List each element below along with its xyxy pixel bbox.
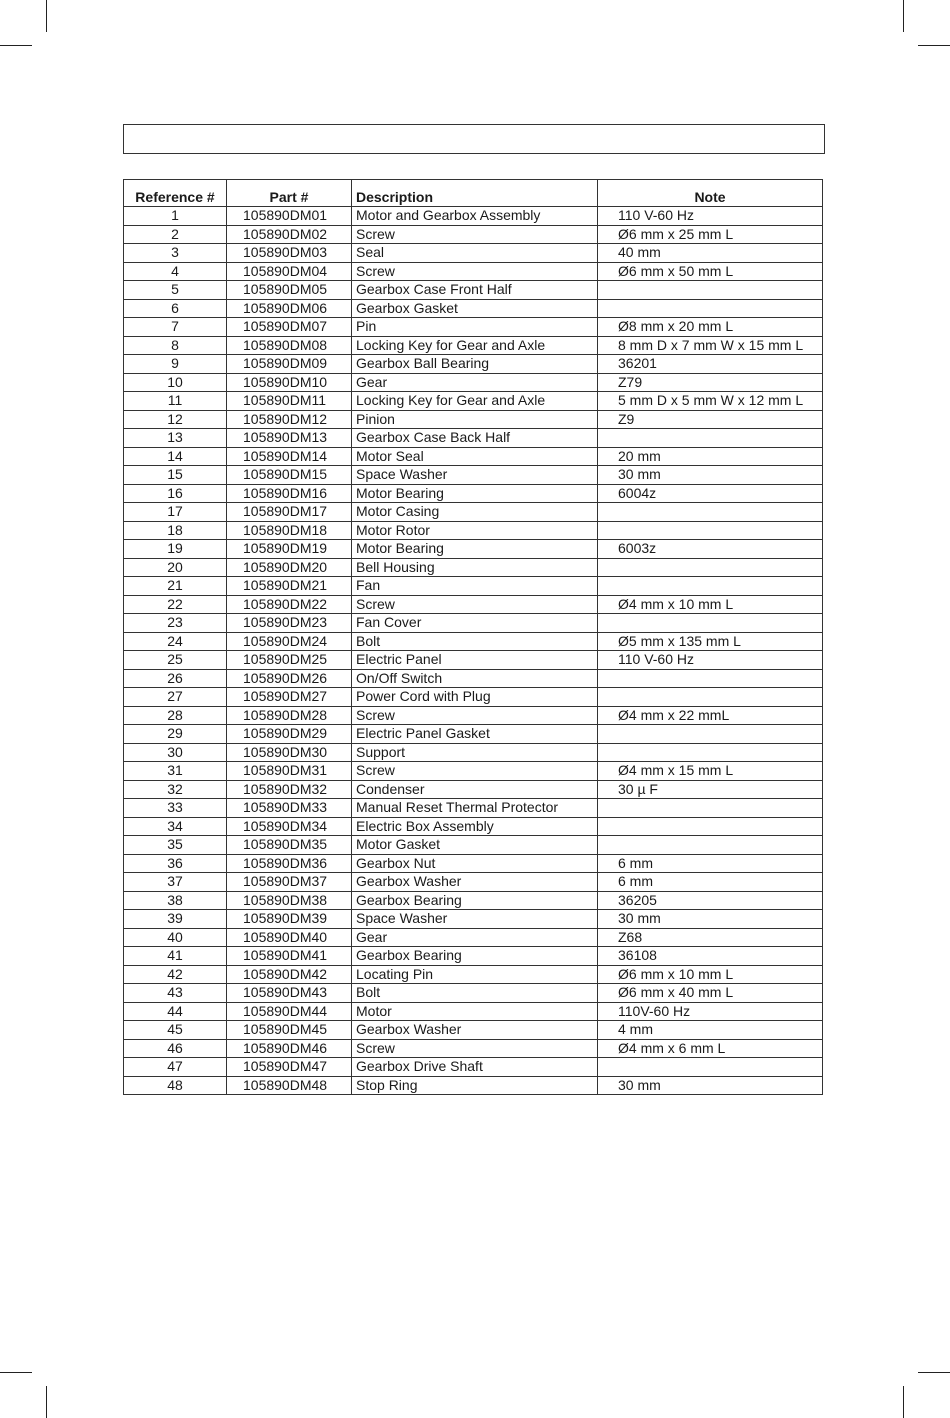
table-row [124, 410, 823, 429]
description-cell: Bolt [352, 984, 598, 1003]
part-number-cell: 105890DM17 [227, 503, 352, 522]
description-cell: Motor Casing [352, 503, 598, 522]
part-number-cell: 105890DM09 [227, 355, 352, 374]
description-cell: Motor and Gearbox Assembly [352, 207, 598, 226]
part-number-cell: 105890DM02 [227, 225, 352, 244]
note-cell: 110V-60 Hz [598, 1002, 823, 1021]
description-cell: Condenser [352, 780, 598, 799]
note-cell: Ø4 mm x 15 mm L [598, 762, 823, 781]
description-cell: Screw [352, 762, 598, 781]
part-number-cell: 105890DM08 [227, 336, 352, 355]
note-cell: 110 V-60 Hz [598, 207, 823, 226]
reference-cell: 14 [124, 447, 227, 466]
description-cell: Manual Reset Thermal Protector [352, 799, 598, 818]
table-row [124, 595, 823, 614]
reference-cell: 27 [124, 688, 227, 707]
description-cell: Motor [352, 1002, 598, 1021]
note-cell: 6 mm [598, 854, 823, 873]
table-row [124, 873, 823, 892]
part-number-cell: 105890DM48 [227, 1076, 352, 1095]
note-cell [598, 669, 823, 688]
crop-mark [0, 1372, 32, 1373]
description-cell: Bolt [352, 632, 598, 651]
description-cell: Seal [352, 244, 598, 263]
note-cell [598, 817, 823, 836]
part-number-cell: 105890DM35 [227, 836, 352, 855]
part-number-cell: 105890DM19 [227, 540, 352, 559]
note-cell: 110 V-60 Hz [598, 651, 823, 670]
description-cell: Motor Gasket [352, 836, 598, 855]
table-row [124, 928, 823, 947]
table-row [124, 706, 823, 725]
reference-cell: 26 [124, 669, 227, 688]
reference-cell: 31 [124, 762, 227, 781]
crop-mark [903, 1386, 904, 1418]
description-cell: Power Cord with Plug [352, 688, 598, 707]
note-cell: 30 mm [598, 1076, 823, 1095]
note-cell: 36201 [598, 355, 823, 374]
note-cell [598, 577, 823, 596]
reference-cell: 34 [124, 817, 227, 836]
table-row [124, 336, 823, 355]
note-cell [598, 429, 823, 448]
note-cell: Ø4 mm x 10 mm L [598, 595, 823, 614]
description-cell: Fan Cover [352, 614, 598, 633]
description-cell: Screw [352, 1039, 598, 1058]
table-row [124, 910, 823, 929]
description-cell: Gearbox Washer [352, 873, 598, 892]
description-cell: Gearbox Ball Bearing [352, 355, 598, 374]
reference-cell: 30 [124, 743, 227, 762]
note-cell: Ø6 mm x 50 mm L [598, 262, 823, 281]
part-number-cell: 105890DM18 [227, 521, 352, 540]
note-cell: Z79 [598, 373, 823, 392]
crop-mark [46, 1386, 47, 1418]
description-cell: Motor Rotor [352, 521, 598, 540]
description-cell: Gearbox Case Front Half [352, 281, 598, 300]
table-row [124, 743, 823, 762]
reference-cell: 39 [124, 910, 227, 929]
description-cell: Screw [352, 225, 598, 244]
table-row [124, 577, 823, 596]
reference-cell: 3 [124, 244, 227, 263]
header-description: Description [352, 180, 598, 207]
table-row [124, 447, 823, 466]
part-number-cell: 105890DM24 [227, 632, 352, 651]
table-row [124, 1058, 823, 1077]
description-cell: Space Washer [352, 466, 598, 485]
note-cell [598, 725, 823, 744]
reference-cell: 35 [124, 836, 227, 855]
header-part: Part # [227, 180, 352, 207]
part-number-cell: 105890DM11 [227, 392, 352, 411]
reference-cell: 17 [124, 503, 227, 522]
table-row [124, 521, 823, 540]
description-cell: Motor Seal [352, 447, 598, 466]
description-cell: Fan [352, 577, 598, 596]
note-cell: Ø6 mm x 40 mm L [598, 984, 823, 1003]
part-number-cell: 105890DM37 [227, 873, 352, 892]
table-row [124, 466, 823, 485]
reference-cell: 32 [124, 780, 227, 799]
part-number-cell: 105890DM26 [227, 669, 352, 688]
note-cell: 6 mm [598, 873, 823, 892]
table-row [124, 891, 823, 910]
note-cell: Ø4 mm x 6 mm L [598, 1039, 823, 1058]
reference-cell: 21 [124, 577, 227, 596]
table-row [124, 225, 823, 244]
reference-cell: 23 [124, 614, 227, 633]
part-number-cell: 105890DM46 [227, 1039, 352, 1058]
table-row [124, 854, 823, 873]
reference-cell: 36 [124, 854, 227, 873]
note-cell: 6004z [598, 484, 823, 503]
note-cell [598, 614, 823, 633]
note-cell: 8 mm D x 7 mm W x 15 mm L [598, 336, 823, 355]
part-number-cell: 105890DM32 [227, 780, 352, 799]
note-cell: 30 mm [598, 466, 823, 485]
part-number-cell: 105890DM38 [227, 891, 352, 910]
part-number-cell: 105890DM30 [227, 743, 352, 762]
table-row [124, 947, 823, 966]
description-cell: Gear [352, 928, 598, 947]
reference-cell: 10 [124, 373, 227, 392]
part-number-cell: 105890DM31 [227, 762, 352, 781]
part-number-cell: 105890DM39 [227, 910, 352, 929]
header-reference: Reference # [124, 180, 227, 207]
part-number-cell: 105890DM29 [227, 725, 352, 744]
reference-cell: 6 [124, 299, 227, 318]
part-number-cell: 105890DM10 [227, 373, 352, 392]
part-number-cell: 105890DM41 [227, 947, 352, 966]
description-cell: Motor Bearing [352, 484, 598, 503]
reference-cell: 8 [124, 336, 227, 355]
part-number-cell: 105890DM07 [227, 318, 352, 337]
reference-cell: 28 [124, 706, 227, 725]
description-cell: Gearbox Drive Shaft [352, 1058, 598, 1077]
part-number-cell: 105890DM42 [227, 965, 352, 984]
description-cell: Pin [352, 318, 598, 337]
part-number-cell: 105890DM04 [227, 262, 352, 281]
table-body [124, 207, 823, 1095]
description-cell: On/Off Switch [352, 669, 598, 688]
table-row [124, 1002, 823, 1021]
reference-cell: 7 [124, 318, 227, 337]
part-number-cell: 105890DM44 [227, 1002, 352, 1021]
description-cell: Screw [352, 706, 598, 725]
table-row [124, 503, 823, 522]
note-cell: Ø6 mm x 25 mm L [598, 225, 823, 244]
note-cell [598, 558, 823, 577]
table-row [124, 244, 823, 263]
note-cell: 6003z [598, 540, 823, 559]
table-row [124, 984, 823, 1003]
reference-cell: 20 [124, 558, 227, 577]
table-row [124, 780, 823, 799]
description-cell: Gear [352, 373, 598, 392]
part-number-cell: 105890DM15 [227, 466, 352, 485]
note-cell [598, 799, 823, 818]
part-number-cell: 105890DM13 [227, 429, 352, 448]
reference-cell: 46 [124, 1039, 227, 1058]
description-cell: Bell Housing [352, 558, 598, 577]
table-row [124, 1021, 823, 1040]
note-cell: 36108 [598, 947, 823, 966]
reference-cell: 12 [124, 410, 227, 429]
table-header-row [124, 180, 823, 207]
reference-cell: 11 [124, 392, 227, 411]
table-row [124, 817, 823, 836]
part-number-cell: 105890DM03 [227, 244, 352, 263]
table-row [124, 429, 823, 448]
title-box [123, 124, 825, 154]
note-cell: 40 mm [598, 244, 823, 263]
note-cell: 4 mm [598, 1021, 823, 1040]
part-number-cell: 105890DM27 [227, 688, 352, 707]
reference-cell: 48 [124, 1076, 227, 1095]
reference-cell: 15 [124, 466, 227, 485]
table-row [124, 373, 823, 392]
reference-cell: 9 [124, 355, 227, 374]
reference-cell: 13 [124, 429, 227, 448]
reference-cell: 22 [124, 595, 227, 614]
reference-cell: 2 [124, 225, 227, 244]
part-number-cell: 105890DM22 [227, 595, 352, 614]
reference-cell: 44 [124, 1002, 227, 1021]
note-cell [598, 503, 823, 522]
table-row [124, 614, 823, 633]
table-row [124, 318, 823, 337]
table-row [124, 299, 823, 318]
table-row [124, 651, 823, 670]
table-row [124, 262, 823, 281]
reference-cell: 40 [124, 928, 227, 947]
part-number-cell: 105890DM36 [227, 854, 352, 873]
description-cell: Gearbox Gasket [352, 299, 598, 318]
reference-cell: 41 [124, 947, 227, 966]
part-number-cell: 105890DM01 [227, 207, 352, 226]
description-cell: Space Washer [352, 910, 598, 929]
table-row [124, 669, 823, 688]
table-row [124, 725, 823, 744]
note-cell [598, 743, 823, 762]
table-row [124, 965, 823, 984]
reference-cell: 19 [124, 540, 227, 559]
table-row [124, 688, 823, 707]
table-row [124, 836, 823, 855]
part-number-cell: 105890DM33 [227, 799, 352, 818]
table-row [124, 484, 823, 503]
crop-mark [46, 0, 47, 32]
description-cell: Gearbox Bearing [352, 947, 598, 966]
table-row [124, 632, 823, 651]
part-number-cell: 105890DM16 [227, 484, 352, 503]
description-cell: Screw [352, 262, 598, 281]
reference-cell: 45 [124, 1021, 227, 1040]
description-cell: Gearbox Case Back Half [352, 429, 598, 448]
note-cell [598, 281, 823, 300]
table-row [124, 281, 823, 300]
table-row [124, 762, 823, 781]
part-number-cell: 105890DM43 [227, 984, 352, 1003]
table-row [124, 392, 823, 411]
note-cell: Ø8 mm x 20 mm L [598, 318, 823, 337]
part-number-cell: 105890DM28 [227, 706, 352, 725]
reference-cell: 1 [124, 207, 227, 226]
reference-cell: 5 [124, 281, 227, 300]
description-cell: Gearbox Bearing [352, 891, 598, 910]
description-cell: Support [352, 743, 598, 762]
part-number-cell: 105890DM23 [227, 614, 352, 633]
part-number-cell: 105890DM20 [227, 558, 352, 577]
table-row [124, 1076, 823, 1095]
part-number-cell: 105890DM06 [227, 299, 352, 318]
part-number-cell: 105890DM25 [227, 651, 352, 670]
note-cell: 30 mm [598, 910, 823, 929]
description-cell: Locking Key for Gear and Axle [352, 336, 598, 355]
reference-cell: 47 [124, 1058, 227, 1077]
note-cell [598, 688, 823, 707]
crop-mark [0, 45, 32, 46]
note-cell: Z68 [598, 928, 823, 947]
note-cell: Ø6 mm x 10 mm L [598, 965, 823, 984]
note-cell: 20 mm [598, 447, 823, 466]
reference-cell: 42 [124, 965, 227, 984]
note-cell: 36205 [598, 891, 823, 910]
header-note: Note [598, 180, 823, 207]
part-number-cell: 105890DM05 [227, 281, 352, 300]
note-cell [598, 1058, 823, 1077]
reference-cell: 24 [124, 632, 227, 651]
reference-cell: 38 [124, 891, 227, 910]
reference-cell: 4 [124, 262, 227, 281]
part-number-cell: 105890DM45 [227, 1021, 352, 1040]
part-number-cell: 105890DM34 [227, 817, 352, 836]
reference-cell: 33 [124, 799, 227, 818]
reference-cell: 25 [124, 651, 227, 670]
reference-cell: 43 [124, 984, 227, 1003]
table-row [124, 207, 823, 226]
note-cell: 5 mm D x 5 mm W x 12 mm L [598, 392, 823, 411]
note-cell [598, 836, 823, 855]
table-row [124, 540, 823, 559]
note-cell: Ø5 mm x 135 mm L [598, 632, 823, 651]
table-row [124, 355, 823, 374]
crop-mark [918, 45, 950, 46]
note-cell: 30 µ F [598, 780, 823, 799]
reference-cell: 18 [124, 521, 227, 540]
description-cell: Gearbox Nut [352, 854, 598, 873]
part-number-cell: 105890DM40 [227, 928, 352, 947]
part-number-cell: 105890DM12 [227, 410, 352, 429]
note-cell: Z9 [598, 410, 823, 429]
table-row [124, 558, 823, 577]
description-cell: Electric Panel Gasket [352, 725, 598, 744]
table-row [124, 1039, 823, 1058]
reference-cell: 37 [124, 873, 227, 892]
description-cell: Gearbox Washer [352, 1021, 598, 1040]
reference-cell: 29 [124, 725, 227, 744]
description-cell: Electric Box Assembly [352, 817, 598, 836]
part-number-cell: 105890DM14 [227, 447, 352, 466]
crop-mark [918, 1372, 950, 1373]
description-cell: Stop Ring [352, 1076, 598, 1095]
part-number-cell: 105890DM47 [227, 1058, 352, 1077]
description-cell: Electric Panel [352, 651, 598, 670]
reference-cell: 16 [124, 484, 227, 503]
note-cell [598, 299, 823, 318]
part-number-cell: 105890DM21 [227, 577, 352, 596]
description-cell: Locking Key for Gear and Axle [352, 392, 598, 411]
description-cell: Locating Pin [352, 965, 598, 984]
description-cell: Motor Bearing [352, 540, 598, 559]
parts-table [123, 179, 823, 1095]
note-cell: Ø4 mm x 22 mmL [598, 706, 823, 725]
note-cell [598, 521, 823, 540]
description-cell: Screw [352, 595, 598, 614]
crop-mark [903, 0, 904, 32]
table-row [124, 799, 823, 818]
description-cell: Pinion [352, 410, 598, 429]
